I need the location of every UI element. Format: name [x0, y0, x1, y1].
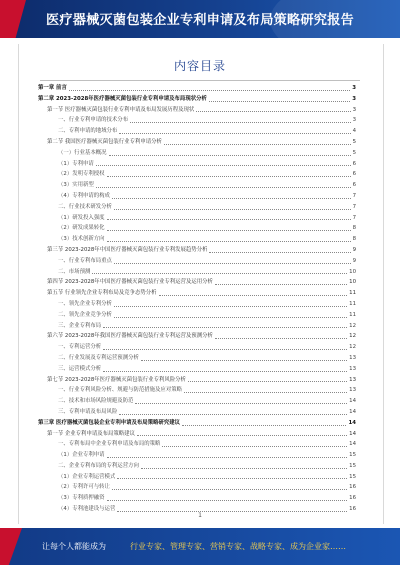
toc-subsection-entry[interactable]: [38, 482, 356, 493]
toc-entry-title: （1）企业专利运营模式: [58, 473, 116, 480]
toc-entry-title: 二、企业专利布局的专利运营方向: [58, 462, 139, 469]
page-number: 1: [198, 512, 202, 519]
toc-entry-page: 9: [352, 246, 356, 253]
toc-dot-leader: [107, 241, 351, 242]
footer-banner: [0, 528, 400, 565]
toc-entry-page: 9: [352, 257, 356, 264]
toc-entry-page: 13: [349, 365, 356, 372]
toc-entry-page: 14: [349, 398, 356, 405]
toc-dot-leader: [184, 392, 347, 393]
toc-subsection-entry[interactable]: [38, 180, 356, 191]
toc-entry-title: 一、专利布局中企业专利申请及布局的策略: [58, 441, 161, 448]
toc-entry-title: （4）专利申请的构成: [58, 192, 110, 199]
toc-entry-title: 第五节 行业领先企业专利布局及竞争态势分析: [47, 290, 157, 297]
toc-entry-page: 3: [352, 117, 356, 124]
toc-dot-leader: [92, 273, 347, 274]
toc-dot-leader: [159, 295, 348, 296]
toc-entry-page: 10: [349, 279, 356, 286]
toc-entry-title: 第四节 2023-2028年中国医疗器械灭菌包装行业专利运营及运用分析: [47, 279, 213, 286]
toc-entry-title: 二、专利申请的地域分布: [58, 128, 118, 135]
toc-dot-leader: [119, 414, 347, 415]
toc-entry-page: 13: [349, 387, 356, 394]
toc-entry-page: 13: [349, 354, 356, 361]
toc-dot-leader: [109, 155, 351, 156]
toc-dot-leader: [130, 122, 350, 123]
toc-subsection-entry[interactable]: [38, 159, 356, 170]
toc-entry-title: 第二章 2023-2028年医疗器械灭菌包装行业专利申请及布局现状分析: [38, 95, 207, 102]
toc-entry-title: 一、领先企业专利分析: [58, 300, 112, 307]
toc-entry-page: 3: [352, 106, 356, 113]
toc-dot-leader: [107, 230, 351, 231]
toc-dot-leader: [209, 252, 350, 253]
toc-dot-leader: [119, 133, 350, 134]
footer-slogan: 让每个人都能成为: [42, 542, 106, 551]
toc-dot-leader: [103, 349, 347, 350]
toc-entry-page: 15: [349, 462, 356, 469]
toc-subsection-entry[interactable]: [38, 450, 356, 461]
toc-entry-title: 第一章 前言: [38, 85, 67, 91]
toc-dot-leader: [114, 263, 351, 264]
toc-dot-leader: [117, 478, 347, 479]
toc-subsection-entry[interactable]: [38, 472, 356, 483]
toc-entry-page: 11: [349, 300, 356, 307]
toc-subsection-entry[interactable]: [38, 493, 356, 504]
toc-heading: 内容目录: [173, 59, 226, 73]
toc-dot-leader: [141, 468, 347, 469]
toc-entry-title: 三、企业专利布局: [58, 322, 102, 329]
toc-entry-title: 第六节 2023-2028年我国医疗器械灭菌包装行业专利运营及预测分析: [47, 333, 213, 340]
toc-subsection-entry[interactable]: [38, 213, 356, 224]
toc-entry-title: （4）专利池建设与运营: [58, 506, 116, 513]
toc-entry-title: 第二节 我国医疗器械灭菌包装行业专利申请分析: [47, 138, 162, 145]
toc-subsection-entry[interactable]: [38, 191, 356, 202]
toc-subsection-entry[interactable]: [38, 234, 356, 245]
toc-entry-title: （3）专利质押融资: [58, 495, 105, 502]
toc-dot-leader: [162, 446, 347, 447]
toc-section-entry[interactable]: [38, 331, 356, 342]
toc-entry-page: 13: [349, 376, 356, 383]
toc-entry-title: 二、行业发展及专利运营预测分析: [58, 354, 139, 361]
toc-subsection-entry[interactable]: [38, 396, 356, 407]
toc-dot-leader: [182, 425, 346, 426]
toc-subsection-entry[interactable]: [38, 256, 356, 267]
toc-entry-title: （1）企业专利申请: [58, 452, 105, 459]
toc-subsection-entry[interactable]: [38, 202, 356, 213]
toc-dot-leader: [215, 284, 347, 285]
toc-entry-page: 15: [349, 473, 356, 480]
table-of-contents: [38, 83, 356, 515]
toc-entry-page: 10: [349, 268, 356, 275]
footer-slogan-highlight: 行业专家、管理专家、营销专家、战略专家、成为企业家……: [130, 542, 346, 551]
toc-entry-page: 16: [349, 495, 356, 502]
toc-entry-title: 第一节 医疗器械灭菌包装行业专利申请及布局发展历程及现状: [47, 106, 195, 113]
toc-chapter-entry[interactable]: [38, 418, 356, 429]
toc-section-entry[interactable]: [38, 277, 356, 288]
footer-red-accent: [0, 528, 22, 565]
toc-subsection-entry[interactable]: [38, 461, 356, 472]
toc-dot-leader: [112, 489, 347, 490]
toc-entry-page: 4: [352, 128, 356, 135]
toc-dot-leader: [114, 306, 347, 307]
toc-subsection-entry[interactable]: [38, 148, 356, 159]
toc-dot-leader: [107, 219, 351, 220]
toc-dot-leader: [96, 187, 351, 188]
toc-subsection-entry[interactable]: [38, 439, 356, 450]
toc-entry-page: 14: [348, 419, 356, 426]
toc-entry-page: 15: [349, 452, 356, 459]
toc-entry-title: （2）专利许可与转让: [58, 484, 110, 491]
toc-subsection-entry[interactable]: [38, 310, 356, 321]
toc-subsection-entry[interactable]: [38, 385, 356, 396]
toc-subsection-entry[interactable]: [38, 342, 356, 353]
toc-entry-page: 12: [349, 333, 356, 340]
toc-entry-page: 6: [352, 182, 356, 189]
toc-entry-title: （2）研发成果转化: [58, 225, 105, 232]
toc-dot-leader: [114, 209, 351, 210]
toc-chapter-entry[interactable]: [38, 83, 356, 94]
toc-entry-title: 一、专利运营分析: [58, 344, 102, 351]
toc-subsection-entry[interactable]: [38, 364, 356, 375]
toc-entry-page: 5: [352, 149, 356, 156]
report-title: 医疗器械灭菌包装企业专利申请及布局策略研究报告: [46, 13, 354, 28]
report-header-banner: [0, 0, 400, 38]
toc-entry-title: 三、专利申请及布局风险: [58, 408, 118, 415]
toc-dot-leader: [107, 500, 348, 501]
toc-dot-leader: [137, 435, 347, 436]
toc-section-entry[interactable]: [38, 429, 356, 440]
toc-entry-page: 14: [349, 408, 356, 415]
toc-entry-title: 二、行业技术研发分析: [58, 203, 112, 210]
toc-entry-page: 5: [352, 138, 356, 145]
toc-entry-title: （3）实用新型: [58, 182, 94, 189]
toc-entry-page: 3: [352, 85, 356, 91]
toc-subsection-entry[interactable]: [38, 353, 356, 364]
toc-dot-leader: [188, 381, 347, 382]
toc-section-entry[interactable]: [38, 245, 356, 256]
toc-chapter-entry[interactable]: [38, 94, 356, 105]
toc-entry-page: 7: [352, 203, 356, 210]
toc-dot-leader: [103, 327, 347, 328]
toc-entry-page: 8: [352, 236, 356, 243]
toc-dot-leader: [96, 165, 351, 166]
toc-subsection-entry[interactable]: [38, 223, 356, 234]
toc-entry-page: 7: [352, 214, 356, 221]
toc-dot-leader: [112, 198, 351, 199]
toc-dot-leader: [135, 403, 347, 404]
toc-dot-leader: [215, 338, 347, 339]
toc-entry-page: 8: [352, 225, 356, 232]
toc-entry-page: 12: [349, 322, 356, 329]
toc-dot-leader: [209, 101, 350, 102]
toc-entry-title: （1）专利申请: [58, 160, 94, 167]
toc-dot-leader: [141, 360, 347, 361]
toc-dot-leader: [107, 457, 348, 458]
toc-entry-page: 14: [349, 430, 356, 437]
toc-dot-leader: [114, 317, 347, 318]
toc-entry-page: 11: [349, 290, 356, 297]
toc-entry-title: 二、技术和市场风险规避及防范: [58, 398, 134, 405]
toc-subsection-entry[interactable]: [38, 299, 356, 310]
toc-subsection-entry[interactable]: [38, 169, 356, 180]
toc-entry-page: 3: [352, 95, 356, 102]
toc-dot-leader: [103, 371, 347, 372]
toc-entry-title: 第七节 2023-2028年医疗器械灭菌包装行业专利风险分析: [47, 376, 186, 383]
toc-entry-title: 一、行业专利风险分析、规避与防范措施及应对策略: [58, 387, 182, 394]
toc-entry-page: 7: [352, 192, 356, 199]
toc-entry-page: 11: [349, 311, 356, 318]
toc-entry-title: 三、运营模式分析: [58, 365, 102, 372]
toc-heading-rule: [40, 80, 360, 81]
toc-dot-leader: [196, 111, 350, 112]
toc-entry-page: 12: [349, 344, 356, 351]
toc-entry-page: 14: [349, 441, 356, 448]
toc-dot-leader: [69, 90, 350, 91]
toc-subsection-entry[interactable]: [38, 321, 356, 332]
toc-subsection-entry[interactable]: [38, 267, 356, 278]
toc-subsection-entry[interactable]: [38, 126, 356, 137]
toc-entry-title: （3）技术创新方向: [58, 236, 105, 243]
toc-subsection-entry[interactable]: [38, 115, 356, 126]
toc-dot-leader: [164, 144, 351, 145]
toc-entry-page: 6: [352, 171, 356, 178]
toc-section-entry[interactable]: [38, 288, 356, 299]
toc-entry-title: 第三章 医疗器械灭菌包装企业专利申请及布局策略研究建议: [38, 419, 181, 426]
toc-entry-page: 6: [352, 160, 356, 167]
toc-section-entry[interactable]: [38, 137, 356, 148]
toc-entry-title: 二、领先企业竞争分析: [58, 311, 112, 318]
toc-entry-title: （2）发明专利授权: [58, 171, 105, 178]
toc-section-entry[interactable]: [38, 375, 356, 386]
toc-entry-page: 16: [349, 484, 356, 491]
toc-section-entry[interactable]: [38, 105, 356, 116]
toc-subsection-entry[interactable]: [38, 407, 356, 418]
toc-entry-title: 一、行业专利布局重点: [58, 257, 112, 264]
toc-entry-title: 一、行业专利申请的技术分布: [58, 117, 129, 124]
toc-entry-title: 第三节 2023-2028年中国医疗器械灭菌包装行业专利发展趋势分析: [47, 246, 208, 253]
toc-entry-title: （1）研发投入强度: [58, 214, 105, 221]
toc-dot-leader: [107, 176, 351, 177]
toc-entry-title: （一）行业基本概况: [58, 149, 107, 156]
toc-entry-title: 二、市场预测: [58, 268, 91, 275]
toc-entry-title: 第一节 企业专利申请及布局策略建议: [47, 430, 135, 437]
header-red-accent: [0, 0, 26, 38]
toc-entry-page: 16: [349, 506, 356, 513]
